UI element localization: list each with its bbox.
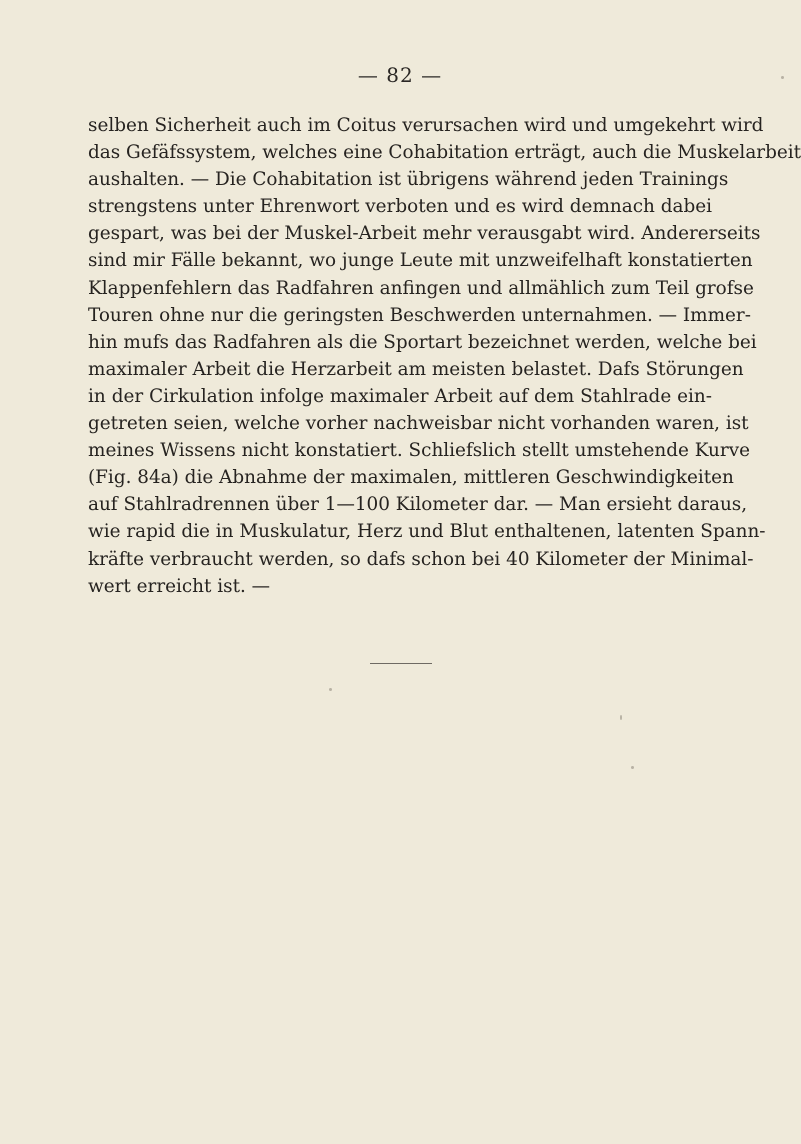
- text-line: in der Cirkulation infolge maximaler Arbeit auf dem Stahlrade ein-: [88, 385, 712, 407]
- text-line: maximaler Arbeit die Herzarbeit am meisten belastet. Dafs Störungen: [88, 358, 744, 380]
- paper-speck: [620, 715, 622, 720]
- text-line: das Gefäfssystem, welches eine Cohabitation erträgt, auch die Muskelarbeit: [88, 142, 801, 164]
- text-line: (Fig. 84a) die Abnahme der maximalen, mittleren Geschwindigkeiten: [88, 467, 734, 489]
- body-paragraph: [88, 112, 801, 600]
- text-line: aushalten. — Die Cohabitation ist übrigens während jeden Trainings: [88, 169, 729, 191]
- text-line: wie rapid die in Muskulatur, Herz und Blut enthaltenen, latenten Spann-: [88, 521, 766, 543]
- paper-speck: [781, 76, 784, 79]
- text-line: auf Stahlradrennen über 1—100 Kilometer dar. — Man ersieht daraus,: [88, 494, 748, 516]
- text-line: gespart, was bei der Muskel-Arbeit mehr verausgabt wird. Andererseits: [88, 223, 761, 245]
- text-line: strengstens unter Ehrenwort verboten und es wird demnach dabei: [88, 196, 712, 218]
- text-line: Klappenfehlern das Radfahren anfingen und allmählich zum Teil grofse: [88, 277, 754, 299]
- text-line: hin mufs das Radfahren als die Sportart bezeichnet werden, welche bei: [88, 331, 757, 353]
- page-number: — 82 —: [357, 63, 443, 87]
- paper-speck: [329, 688, 332, 691]
- paper-speck: [631, 766, 634, 769]
- text-line: Touren ohne nur die geringsten Beschwerden unternahmen. — Immer-: [88, 304, 751, 326]
- section-divider: [370, 663, 432, 664]
- text-line: meines Wissens nicht konstatiert. Schliefslich stellt umstehende Kurve: [88, 440, 750, 462]
- text-line: getreten seien, welche vorher nachweisbar nicht vorhanden waren, ist: [88, 413, 749, 435]
- text-line: selben Sicherheit auch im Coitus verursachen wird und umgekehrt wird: [88, 115, 764, 136]
- text-line: sind mir Fälle bekannt, wo junge Leute mit unzweifelhaft konstatierten: [88, 250, 753, 272]
- text-line: kräfte verbraucht werden, so dafs schon bei 40 Kilometer der Minimal-: [88, 548, 754, 570]
- text-line-last: wert erreicht ist. —: [88, 575, 271, 597]
